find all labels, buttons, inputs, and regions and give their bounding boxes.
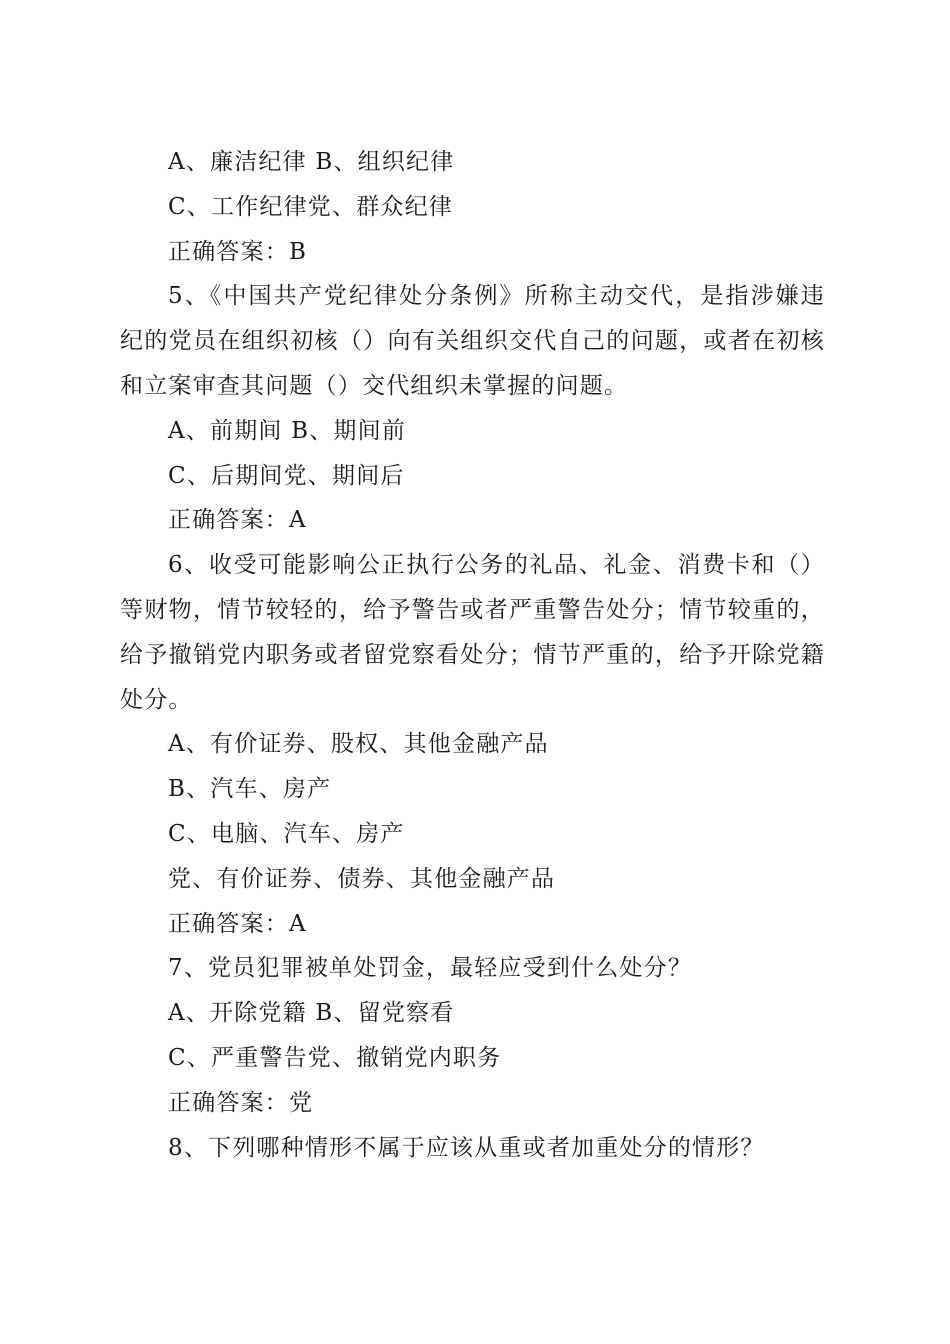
question-7: 7、党员犯罪被单处罚金，最轻应受到什么处分？ [168, 955, 693, 982]
answer-line: 正确答案：A [168, 507, 307, 534]
option-line: C、工作纪律党、群众纪律 [168, 193, 453, 220]
option-line: C、严重警告党、撤销党内职务 [168, 1044, 502, 1071]
document-body [120, 140, 825, 1170]
question-6: 6、收受可能影响公正执行公务的礼品、礼金、消费卡和（）等财物，情节较轻的，给予警告或者严重警告处分；情节较重的，给予撤销党内职务或者留党察看处分；情节严重的，给予开除党籍处分。 [120, 552, 825, 713]
question-5: 5、《中国共产党纪律处分条例》所称主动交代，是指涉嫌违纪的党员在组织初核（）向有关组织交代自己的问题，或者在初核和立案审查其问题（）交代组织未掌握的问题。 [120, 283, 825, 399]
option-line: C、后期间党、期间后 [168, 462, 405, 489]
answer-line: 正确答案：A [168, 910, 307, 937]
option-line: A、廉洁纪律 B、组织纪律 [168, 149, 455, 175]
question-8: 8、下列哪种情形不属于应该从重或者加重处分的情形？ [168, 1134, 765, 1161]
option-line: A、开除党籍 B、留党察看 [168, 1000, 455, 1027]
answer-line: 正确答案：党 [168, 1089, 314, 1116]
option-line: 党、有价证券、债券、其他金融产品 [168, 865, 556, 892]
option-line: C、电脑、汽车、房产 [168, 820, 405, 847]
option-line: A、有价证券、股权、其他金融产品 [168, 731, 549, 758]
option-line: A、前期间 B、期间前 [168, 417, 407, 444]
answer-line: 正确答案：B [168, 238, 308, 265]
option-line: B、汽车、房产 [168, 776, 332, 803]
